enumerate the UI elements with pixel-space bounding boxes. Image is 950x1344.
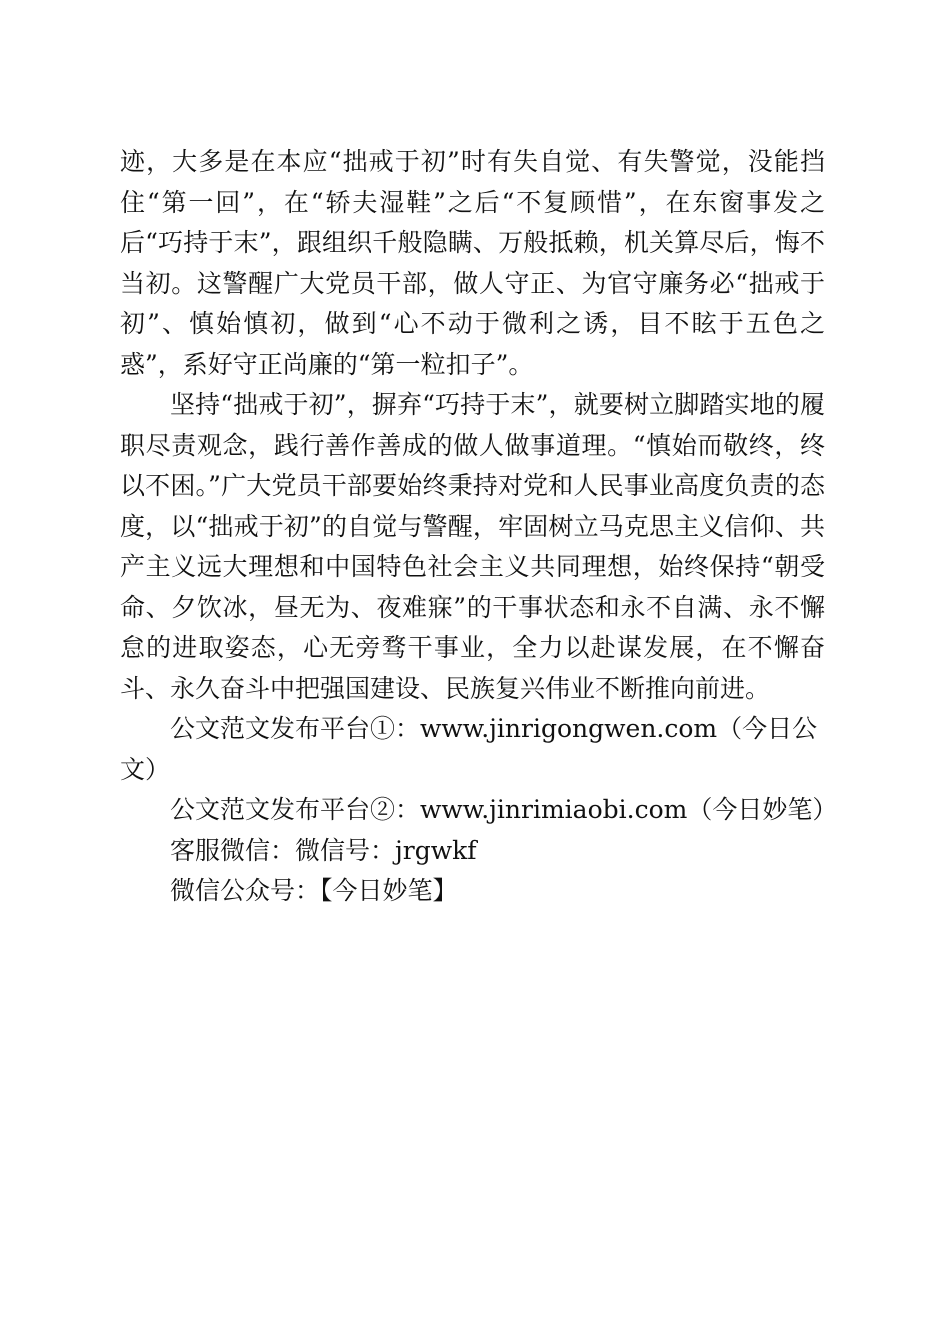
platform-2-line: 公文范文发布平台②：www.jinrimiaobi.com（今日妙笔）: [170, 795, 838, 824]
service-wechat-line: 客服微信：微信号：jrgwkf: [170, 835, 477, 865]
document-body: [120, 142, 838, 912]
paragraph-continuation: 迹，大多是在本应“拙戒于初”时有失自觉、有失警觉，没能挡住“第一回”，在“轿夫湿鞋”之后“不复顾惜”，在东窗事发之后“巧持于末”，跟组织千般隐瞒、万般抵赖，机关算尽后，悔不当初。这警醒广大党员干部，做人守正、为官守廉务必“拙戒于初”、慎始慎初，做到“心不动于微利之诱，目不眩于五色之惑”，系好守正尚廉的“第一粒扣子”。: [120, 147, 825, 379]
paragraph-main: 坚持“拙戒于初”，摒弃“巧持于末”，就要树立脚踏实地的履职尽责观念，践行善作善成的做人做事道理。“慎始而敬终，终以不困。”广大党员干部要始终秉持对党和人民事业高度负责的态度，以“拙戒于初”的自觉与警醒，牢固树立马克思主义信仰、共产主义远大理想和中国特色社会主义共同理想，始终保持“朝受命、夕饮冰，昼无为、夜难寐”的干事状态和永不自满、永不懈怠的进取姿态，心无旁骛干事业，全力以赴谋发展，在不懈奋斗、永久奋斗中把强国建设、民族复兴伟业不断推向前进。: [120, 390, 825, 703]
platform-1-line: 公文范文发布平台①：www.jinrigongwen.com（今日公文）: [120, 714, 818, 784]
official-account-line: 微信公众号：【今日妙笔】: [170, 876, 458, 905]
